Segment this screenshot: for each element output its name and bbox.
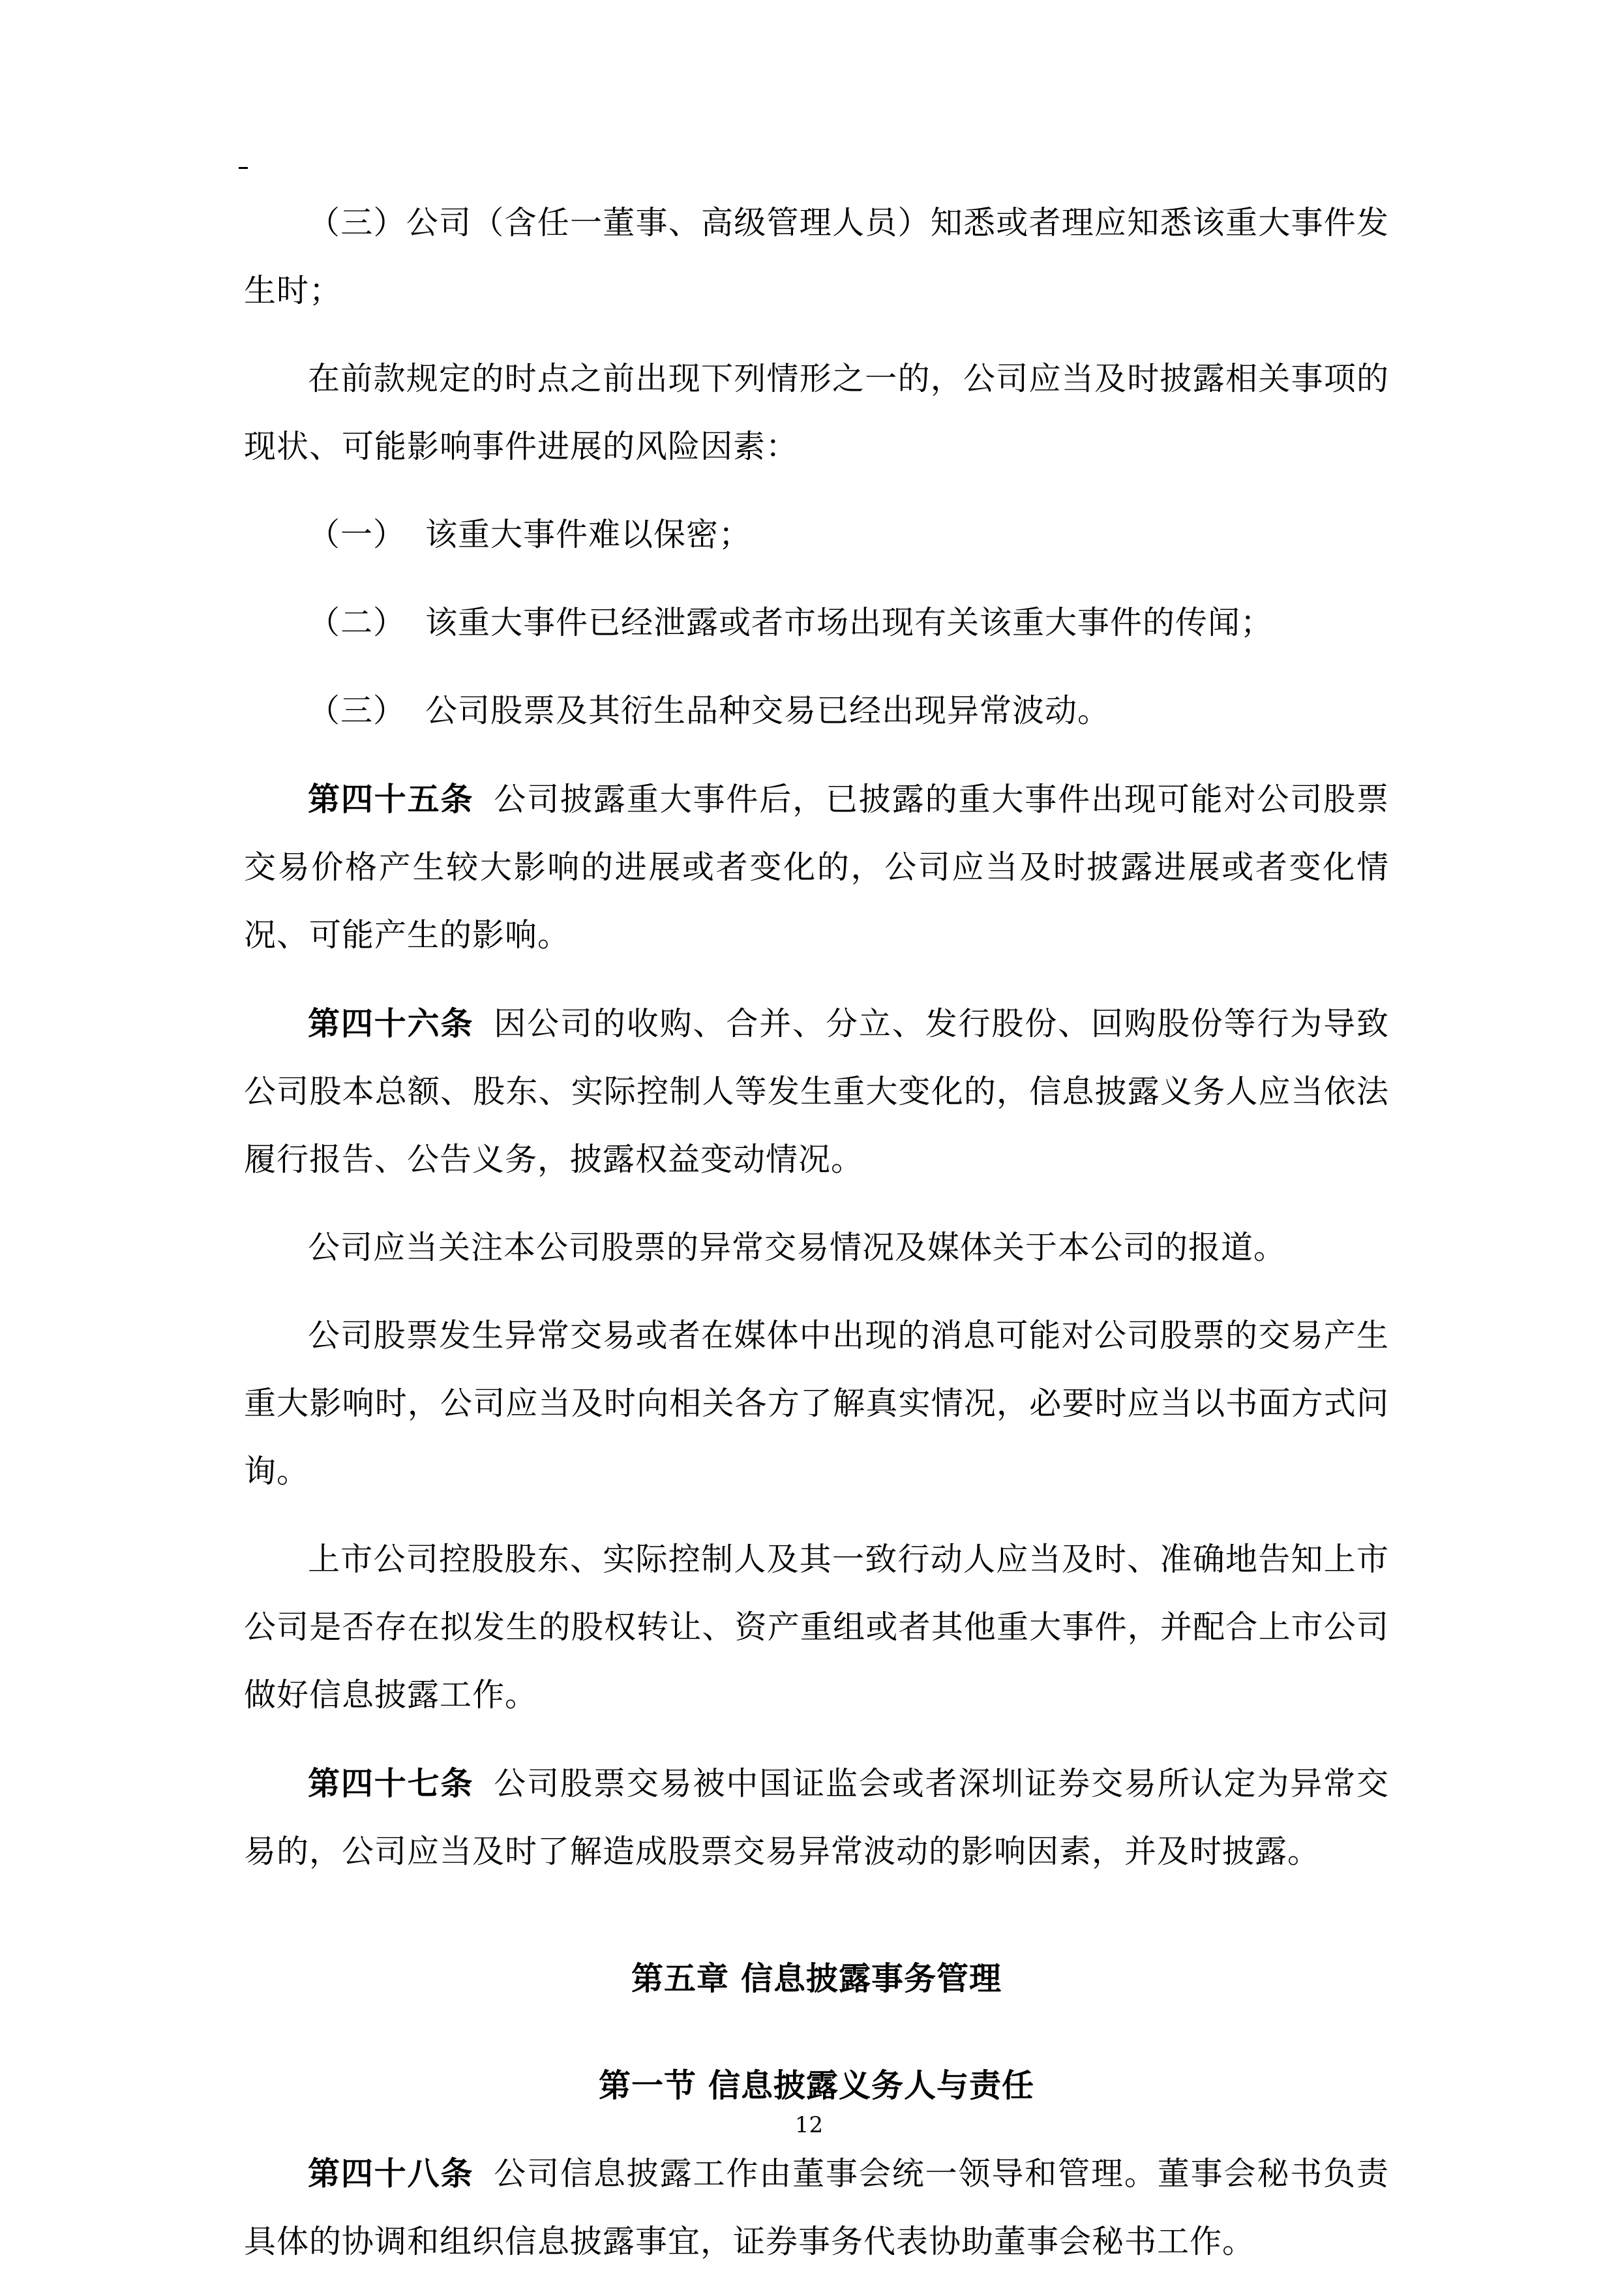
paragraph-text: 在前款规定的时点之前出现下列情形之一的，公司应当及时披露相关事项的现状、可能影响事件进展的风险因素： xyxy=(244,360,1389,465)
article-text: 公司披露重大事件后，已披露的重大事件出现可能对公司股票交易价格产生较大影响的进展或者变化的，公司应当及时披露进展或者变化情况、可能产生的影响。 xyxy=(244,781,1389,954)
paragraph-abnormal-trading xyxy=(244,1302,1389,1505)
article-text: 因公司的收购、合并、分立、发行股份、回购股份等行为导致公司股本总额、股东、实际控制人等发生重大变化的，信息披露义务人应当依法履行报告、公告义务，披露权益变动情况。 xyxy=(244,1005,1389,1178)
article-number: 第四十八条 xyxy=(308,2154,474,2192)
article-number: 第四十五条 xyxy=(308,780,474,818)
chapter-heading: 第五章 信息披露事务管理 xyxy=(631,1959,1002,1997)
article-46 xyxy=(244,989,1389,1194)
paragraph-text: 公司应当关注本公司股票的异常交易情况及媒体关于本公司的报道。 xyxy=(308,1229,1287,1266)
paragraph-text: 上市公司控股股东、实际控制人及其一致行动人应当及时、准确地告知上市公司是否存在拟发生的股权转让、资产重组或者其他重大事件，并配合上市公司做好信息披露工作。 xyxy=(244,1541,1389,1714)
list-item-text: 公司股票及其衍生品种交易已经出现异常波动。 xyxy=(425,692,1111,729)
list-item-confidentiality xyxy=(244,501,1389,569)
list-marker: （二） xyxy=(308,604,406,641)
page-content xyxy=(244,189,1389,2296)
list-item-volatility xyxy=(244,677,1389,745)
paragraph-text: 公司股票发生异常交易或者在媒体中出现的消息可能对公司股票的交易产生重大影响时，公司应当及时向相关各方了解真实情况，必要时应当以书面方式问询。 xyxy=(244,1317,1389,1490)
article-number: 第四十六条 xyxy=(308,1004,474,1042)
list-item-text: 该重大事件难以保密； xyxy=(425,516,752,553)
section-heading: 第一节 信息披露义务人与责任 xyxy=(598,2066,1035,2104)
list-marker: （一） xyxy=(308,516,406,553)
article-text: 公司信息披露工作由董事会统一领导和管理。董事会秘书负责具体的协调和组织信息披露事宜，证券事务代表协助董事会秘书工作。 xyxy=(244,2155,1389,2260)
paragraph-media-monitoring xyxy=(244,1214,1389,1282)
paragraph-notice-time xyxy=(244,189,1389,325)
article-47 xyxy=(244,1749,1389,1886)
header-mark xyxy=(239,167,248,169)
list-item-leak xyxy=(244,589,1389,657)
list-item-text: 该重大事件已经泄露或者市场出现有关该重大事件的传闻； xyxy=(425,604,1274,641)
article-text: 公司股票交易被中国证监会或者深圳证券交易所认定为异常交易的，公司应当及时了解造成股票交易异常波动的影响因素，并及时披露。 xyxy=(244,1765,1389,1870)
article-45 xyxy=(244,765,1389,969)
paragraph-text: （三）公司（含任一董事、高级管理人员）知悉或者理应知悉该重大事件发生时； xyxy=(244,204,1389,309)
article-48 xyxy=(244,2139,1389,2276)
paragraph-early-disclosure xyxy=(244,345,1389,481)
article-number: 第四十七条 xyxy=(308,1764,474,1802)
page-number: 12 xyxy=(794,2112,824,2138)
list-marker: （三） xyxy=(308,692,406,729)
paragraph-controlling-shareholder xyxy=(244,1526,1389,1729)
